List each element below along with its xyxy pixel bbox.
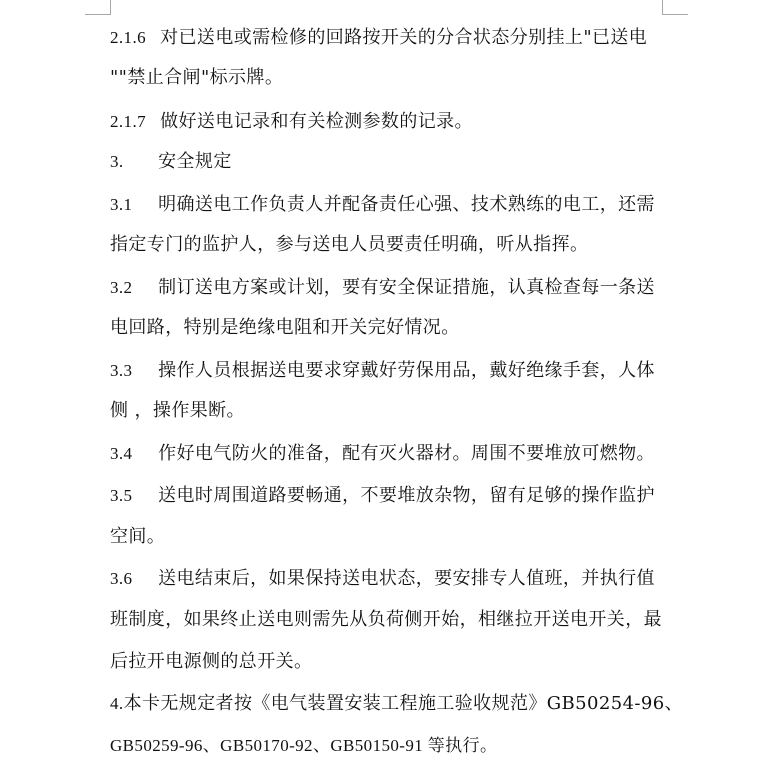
- clause-text: 作好电气防火的准备，配有灭火器材。周围不要堆放可燃物。: [158, 443, 655, 464]
- clause-number: 2.1.7: [110, 112, 146, 131]
- clause-text: 操作人员根据送电要求穿戴好劳保用品，戴好绝缘手套，人体: [158, 360, 655, 381]
- line-3-4: [110, 442, 655, 466]
- line-2-1-6: [110, 26, 647, 50]
- clause-text: 送电时周围道路要畅通，不要堆放杂物，留有足够的操作监护: [158, 485, 655, 506]
- line-4-cont: [110, 734, 497, 758]
- line-3-2-cont: [110, 316, 460, 340]
- clause-text: 空间。: [110, 526, 166, 547]
- clause-number: 3.3: [110, 361, 133, 380]
- clause-text: 电回路，特别是绝缘电阻和开关完好情况。: [110, 317, 460, 338]
- line-3-5: [110, 484, 655, 508]
- line-3-1: [110, 193, 655, 217]
- line-3-2: [110, 276, 655, 300]
- clause-number: 3.5: [110, 486, 133, 505]
- line-3-6-cont-2: [110, 650, 312, 674]
- clause-number: 3.1: [110, 195, 133, 214]
- clause-text: 对已送电或需检修的回路按开关的分合状态分别挂上"已送电: [160, 27, 648, 48]
- crop-mark-right: [662, 0, 688, 15]
- line-3-1-cont: [110, 233, 588, 257]
- clause-text: 制订送电方案或计划，要有安全保证措施，认真检查每一条送: [158, 277, 655, 298]
- clause-number: 3.: [110, 152, 124, 171]
- line-3-6-cont-1: [110, 608, 662, 632]
- line-3: [110, 150, 232, 174]
- clause-number: 4.: [110, 694, 124, 713]
- clause-number: 3.2: [110, 278, 133, 297]
- clause-text: 明确送电工作负责人并配备责任心强、技术熟练的电工，还需: [158, 194, 655, 215]
- line-3-5-cont: [110, 525, 165, 549]
- clause-number: 3.6: [110, 569, 133, 588]
- line-3-3: [110, 359, 655, 383]
- clause-text: 送电结束后，如果保持送电状态，要安排专人值班，并执行值: [158, 568, 655, 589]
- clause-text: 后拉开电源侧的总开关。: [110, 651, 313, 672]
- crop-mark-left: [85, 0, 111, 15]
- section-heading: 安全规定: [158, 151, 232, 172]
- clause-text: 指定专门的监护人，参与送电人员要责任明确，听从指挥。: [110, 234, 589, 255]
- line-2-1-6-cont: [110, 66, 283, 90]
- line-3-6: [110, 567, 655, 591]
- line-2-1-7: [110, 110, 473, 134]
- clause-number: 3.4: [110, 444, 133, 463]
- clause-text: 侧 ，操作果断。: [110, 400, 245, 421]
- line-3-3-cont: [110, 399, 245, 423]
- clause-text: 本卡无规定者按《电气装置安装工程施工验收规范》GB50254-96、: [123, 693, 684, 714]
- clause-text: ""禁止合闸"标示牌。: [110, 67, 284, 88]
- clause-text: 做好送电记录和有关检测参数的记录。: [160, 111, 473, 132]
- line-4: [110, 692, 683, 716]
- standards-list: GB50259-96、GB50170-92、GB50150-91 等执行。: [110, 736, 498, 755]
- clause-text: 班制度，如果终止送电则需先从负荷侧开始，相继拉开送电开关，最: [110, 609, 662, 630]
- clause-number: 2.1.6: [110, 28, 146, 47]
